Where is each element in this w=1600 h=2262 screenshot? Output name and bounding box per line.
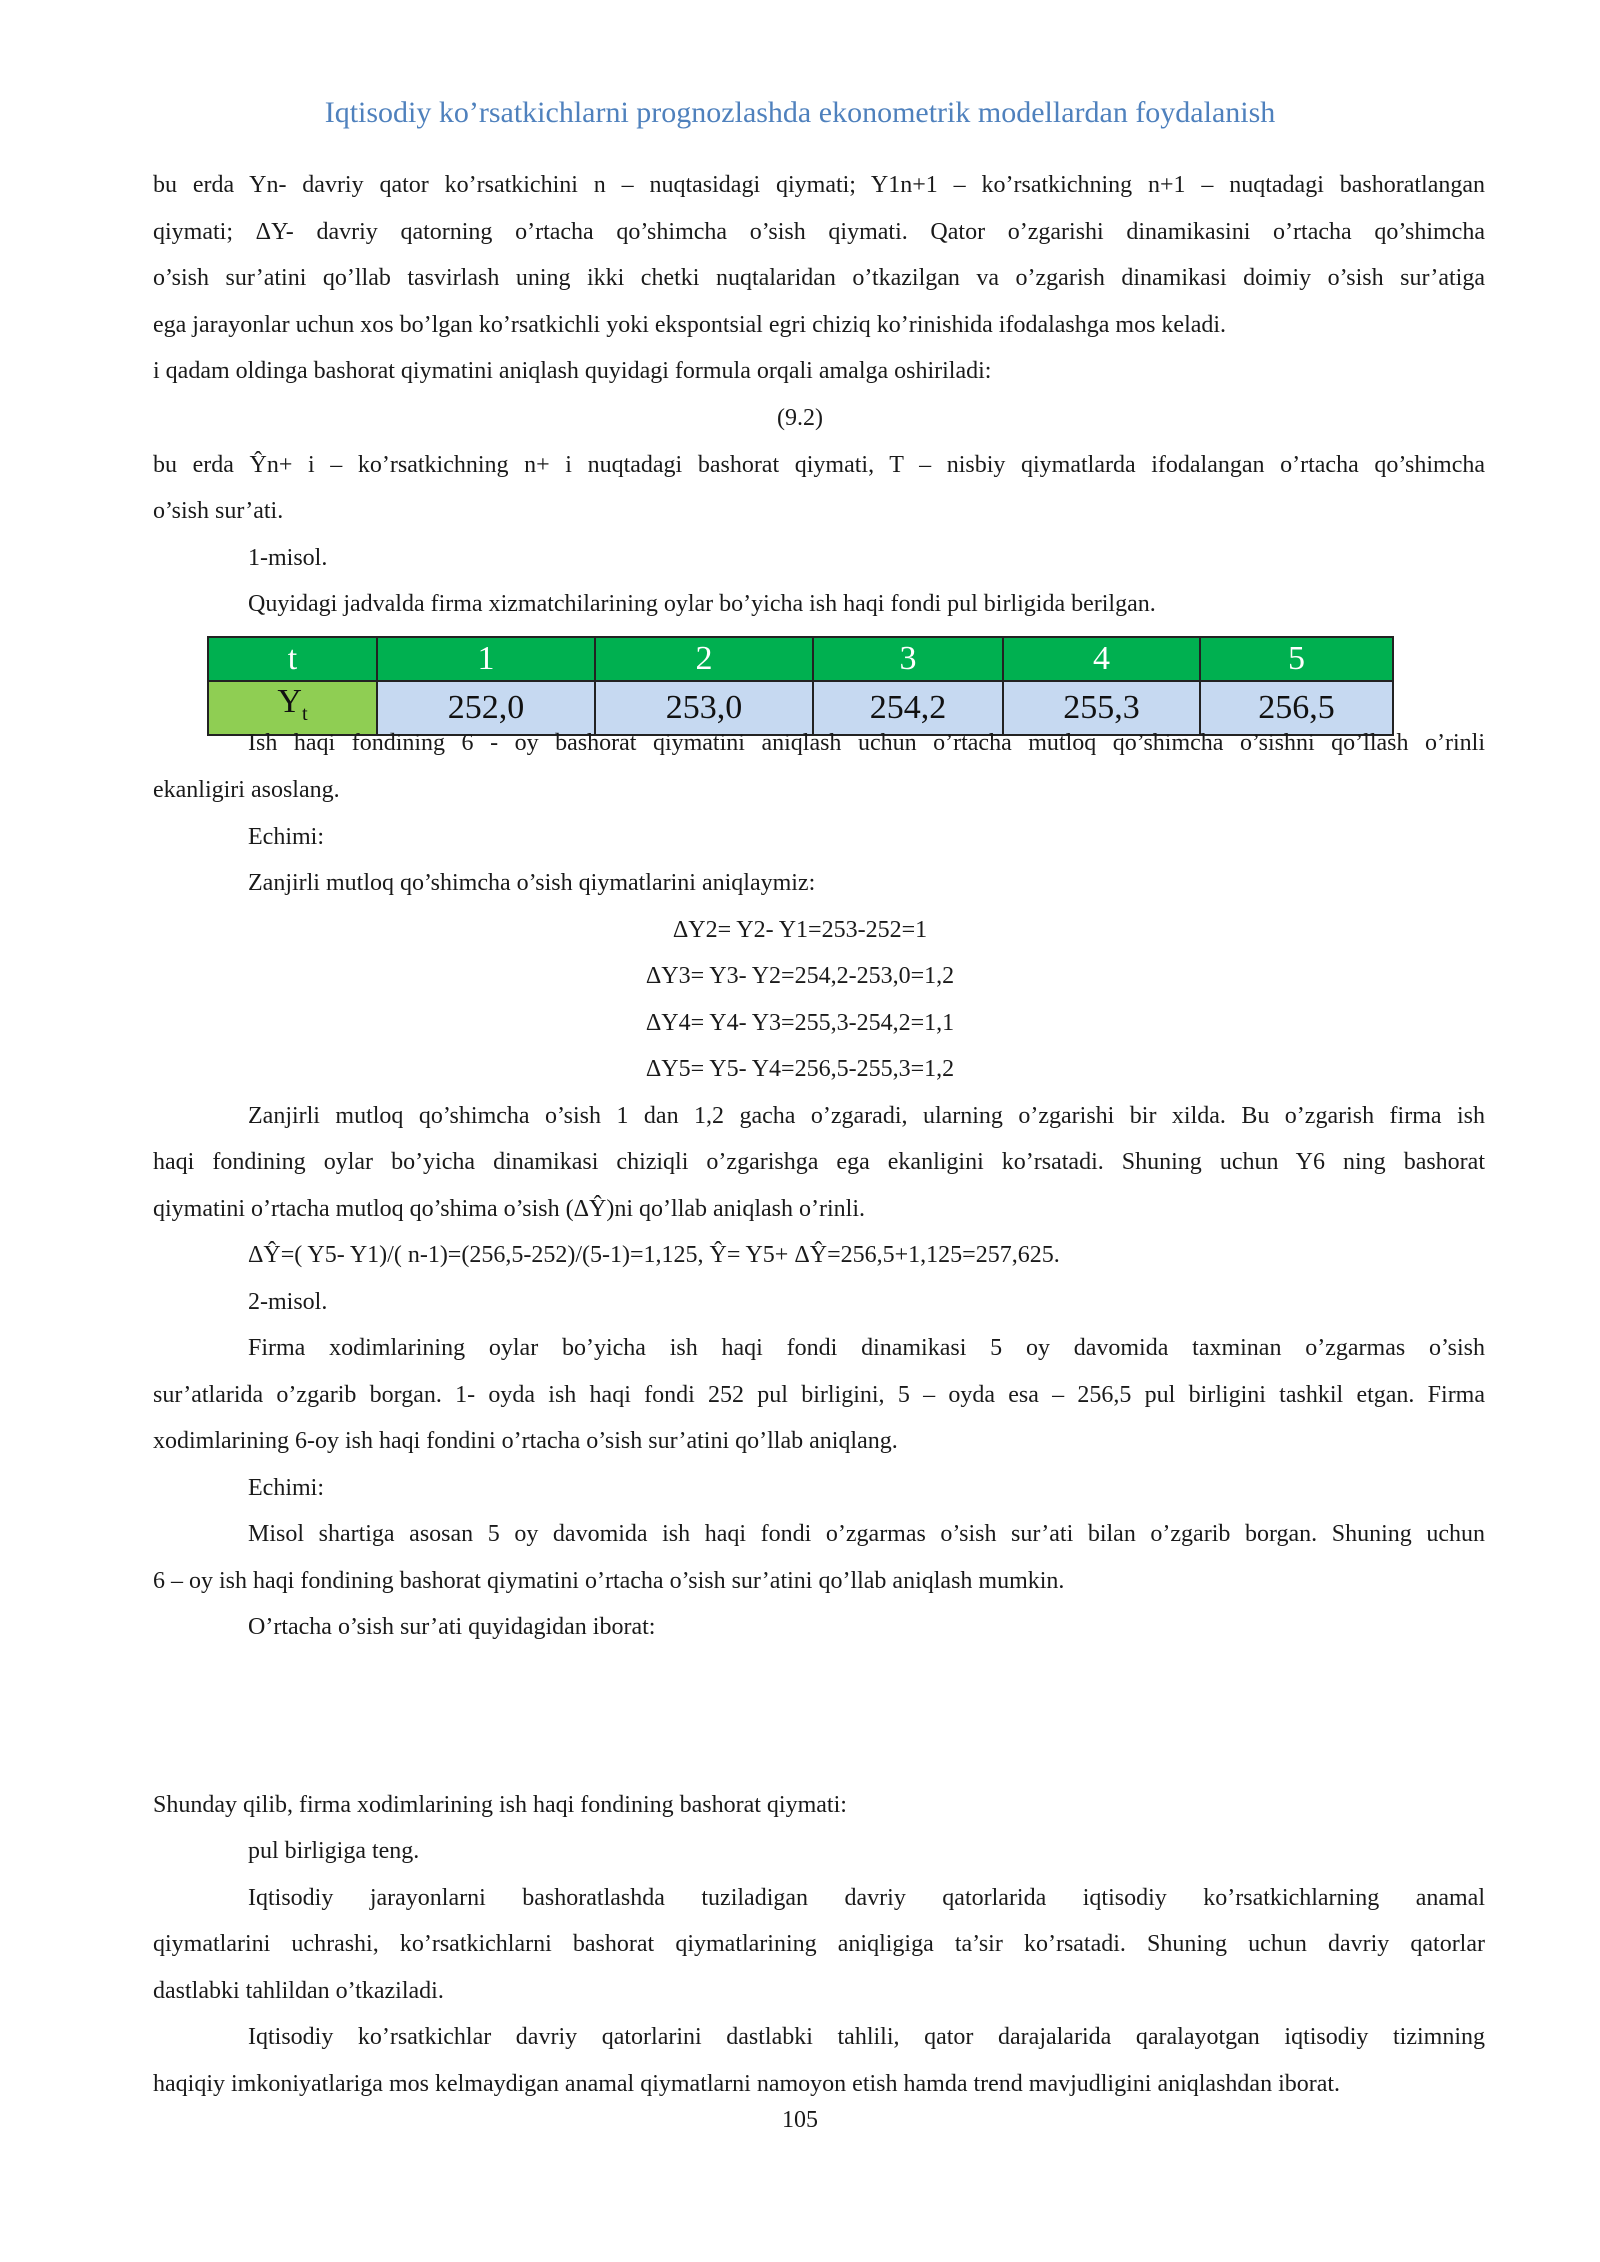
example-title: 2-misol. [248,1289,328,1315]
paragraph-line: sur’atlarida o’zgarib borgan. 1- oyda ish haqi fondi 252 pul birligini, 5 – oyda esa – 256,5 pul birligini tashkil etgan. Firma [153,1382,1485,1408]
paragraph-line: Shunday qilib, firma xodimlarining ish haqi fondining bashorat qiymati: [153,1792,847,1818]
table-cell: 1 [377,637,595,681]
paragraph-line: o’sish sur’atini qo’llab tasvirlash uning ikki chetki nuqtalaridan o’tkazilgan va o’zgarish dinamikasi doimiy o’sish sur’atiga [153,265,1485,291]
table-cell: 253,0 [595,681,813,735]
paragraph-line: Firma xodimlarining oylar bo’yicha ish haqi fondi dinamikasi 5 oy davomida taxminan o’zgarmas o’sish [248,1335,1485,1361]
table-cell: 254,2 [813,681,1003,735]
table-cell: 256,5 [1200,681,1393,735]
paragraph-line: i qadam oldinga bashorat qiymatini aniqlash quyidagi formula orqali amalga oshiriladi: [153,358,992,384]
table-row-label: $Y_t$ [208,681,377,735]
paragraph-line: Ish haqi fondining 6 - oy bashorat qiymatini aniqlash uchun o’rtacha mutloq qo’shimcha o’sishni qo’llash o’rinli [248,730,1485,756]
salary-fund-table [207,636,1394,736]
table-cell: 2 [595,637,813,681]
paragraph-line: o’sish sur’ati. [153,498,284,524]
equation: ΔY2= Y2- Y1=253-252=1 [672,917,928,943]
paragraph-line: dastlabki tahlildan o’tkaziladi. [153,1978,444,2004]
paragraph-line: ega jarayonlar uchun xos bo’lgan ko’rsatkichli yoki ekspontsial egri chiziq ko’rinishida ifodalashga mos keladi. [153,312,1227,338]
table-cell: 252,0 [377,681,595,735]
paragraph-line: haqiqiy imkoniyatlariga mos kelmaydigan anamal qiymatlarni namoyon etish hamda trend mavjudligini aniqlashdan iborat. [153,2071,1341,2097]
paragraph-line: pul birligiga teng. [248,1838,420,1864]
paragraph-line: bu erda Ŷn+ i – ko’rsatkichning n+ i nuqtadagi bashorat qiymati, T – nisbiy qiymatlarda ifodalangan o’rtacha qo’shimcha [153,452,1485,478]
equation: ΔY4= Y4- Y3=255,3-254,2=1,1 [645,1010,955,1036]
table-cell: 255,3 [1003,681,1200,735]
solution-label: Echimi: [248,824,324,850]
page-number: 105 [782,2107,818,2133]
running-header: Iqtisodiy ko’rsatkichlarni prognozlashda ekonometrik modellardan foydalanish [324,96,1276,129]
result-equation: ΔŶ=( Y5- Y1)/( n-1)=(256,5-252)/(5-1)=1,125, Ŷ= Y5+ ΔŶ=256,5+1,125=257,625. [248,1242,1060,1268]
paragraph-line: Zanjirli mutloq qo’shimcha o’sish 1 dan 1,2 gacha o’zgaradi, ularning o’zgarishi bir xilda. Bu o’zgarish firma ish [248,1103,1485,1129]
example-title: 1-misol. [248,545,328,571]
paragraph-line: bu erda Yn- davriy qator ko’rsatkichini n – nuqtasidagi qiymati; Y1n+1 – ko’rsatkichning n+1 – nuqtadagi bashoratlangan [153,172,1485,198]
paragraph-line: haqi fondining oylar bo’yicha dinamikasi chiziqli o’zgarishga ega ekanligini ko’rsatadi. Shuning uchun Y6 ning bashorat [153,1149,1485,1175]
paragraph-line: Iqtisodiy jarayonlarni bashoratlashda tuziladigan davriy qatorlarida iqtisodiy ko’rsatkichlarning anamal [248,1885,1485,1911]
paragraph-line: qiymati; ΔY- davriy qatorning o’rtacha qo’shimcha o’sish qiymati. Qator o’zgarishi dinamikasini o’rtacha qo’shimcha [153,219,1485,245]
table-header-row [208,637,1393,681]
formula-number: (9.2) [777,405,823,431]
solution-label: Echimi: [248,1475,324,1501]
paragraph-line: qiymatini o’rtacha mutloq qo’shima o’sish (ΔŶ)ni qo’llab aniqlash o’rinli. [153,1196,865,1222]
paragraph-line: ekanligiri asoslang. [153,777,340,803]
table-row-label: t [208,637,377,681]
paragraph-line: xodimlarining 6-oy ish haqi fondini o’rtacha o’sish sur’atini qo’llab aniqlang. [153,1428,898,1454]
paragraph-line: O’rtacha o’sish sur’ati quyidagidan iborat: [248,1614,656,1640]
paragraph-line: 6 – oy ish haqi fondining bashorat qiymatini o’rtacha o’sish sur’atini qo’llab aniqlash mumkin. [153,1568,1065,1594]
equation: ΔY5= Y5- Y4=256,5-255,3=1,2 [645,1056,955,1082]
paragraph-line: Zanjirli mutloq qo’shimcha o’sish qiymatlarini aniqlaymiz: [248,870,816,896]
equation: ΔY3= Y3- Y2=254,2-253,0=1,2 [645,963,955,989]
table-cell: 4 [1003,637,1200,681]
paragraph-line: Misol shartiga asosan 5 oy davomida ish haqi fondi o’zgarmas o’sish sur’ati bilan o’zgarib borgan. Shuning uchun [248,1521,1485,1547]
paragraph-line: qiymatlarini uchrashi, ko’rsatkichlarni bashorat qiymatlarining aniqligiga ta’sir ko’rsatadi. Shuning uchun davriy qatorlar [153,1931,1485,1957]
table-row [208,681,1393,735]
table-cell: 3 [813,637,1003,681]
example-intro: Quyidagi jadvalda firma xizmatchilarining oylar bo’yicha ish haqi fondi pul birligida berilgan. [248,591,1156,617]
paragraph-line: Iqtisodiy ko’rsatkichlar davriy qatorlarini dastlabki tahlili, qator darajalarida qaralayotgan iqtisodiy tizimning [248,2024,1485,2050]
table-cell: 5 [1200,637,1393,681]
